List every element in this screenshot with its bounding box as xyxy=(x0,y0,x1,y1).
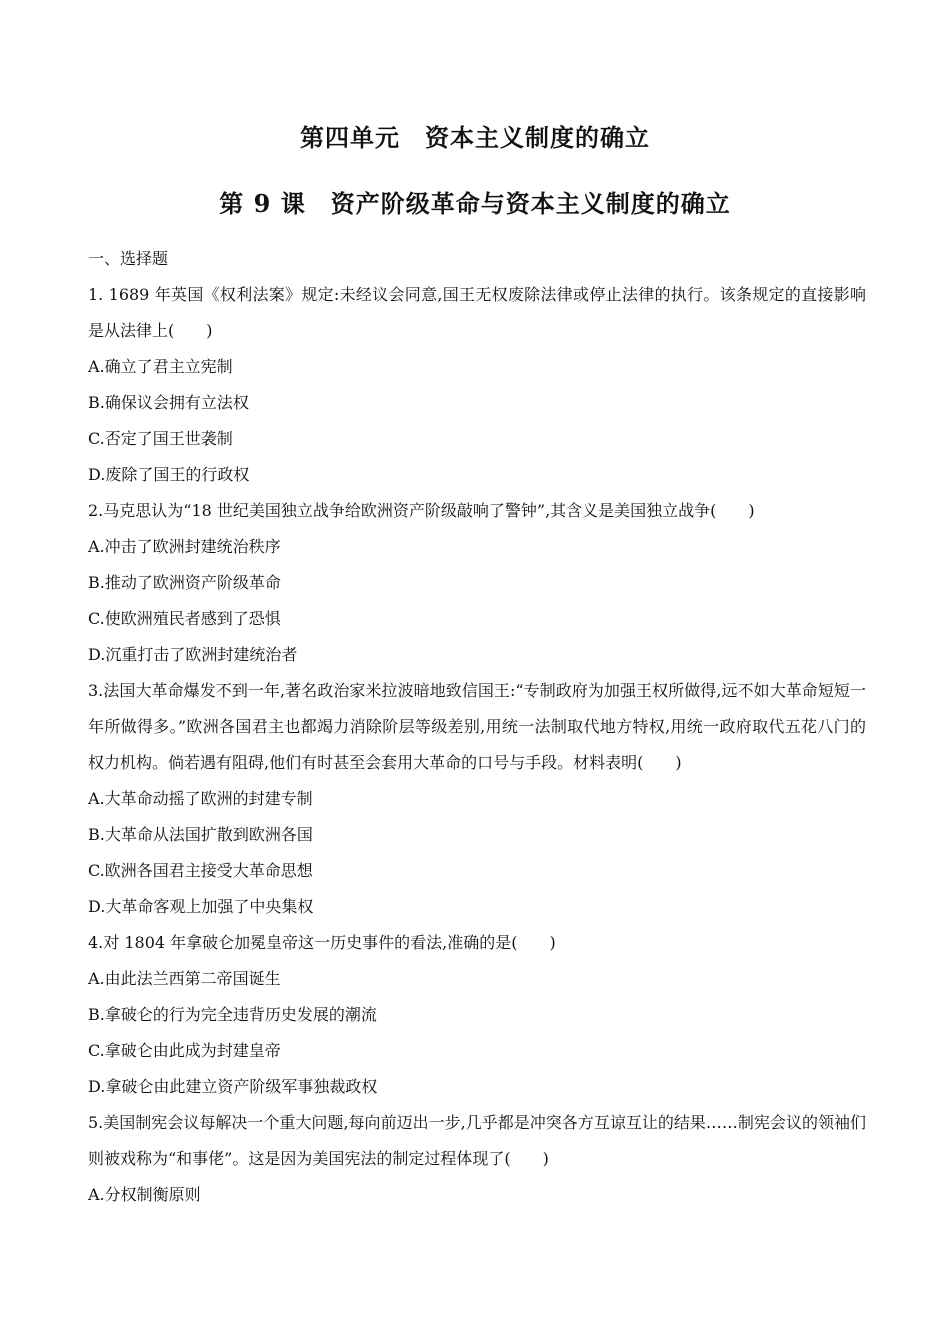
question-2-option-d: D.沉重打击了欧洲封建统治者 xyxy=(88,645,298,664)
question-2-option-b: B.推动了欧洲资产阶级革命 xyxy=(88,573,281,592)
question-3-option-a: A.大革命动摇了欧洲的封建专制 xyxy=(88,789,313,808)
question-4-stem: 4.对 1804 年拿破仑加冕皇帝这一历史事件的看法,准确的是( ) xyxy=(88,933,556,952)
unit-title: 第四单元 资本主义制度的确立 xyxy=(300,123,650,152)
lesson-title: 第 9 课 资产阶级革命与资本主义制度的确立 xyxy=(219,189,731,218)
question-1-option-c: C.否定了国王世袭制 xyxy=(88,429,233,448)
question-4-option-a: A.由此法兰西第二帝国诞生 xyxy=(88,969,281,988)
question-1-option-b: B.确保议会拥有立法权 xyxy=(88,393,249,412)
question-4-option-b: B.拿破仑的行为完全违背历史发展的潮流 xyxy=(88,1005,377,1024)
question-2-option-c: C.使欧洲殖民者感到了恐惧 xyxy=(88,609,281,628)
question-1-stem: 1. 1689 年英国《权利法案》规定:未经议会同意,国王无权废除法律或停止法律的执行。该条规定的直接影响是从法律上( ) xyxy=(88,285,866,340)
section-heading: 一、选择题 xyxy=(88,249,169,268)
question-5-option-a: A.分权制衡原则 xyxy=(88,1185,201,1204)
question-4-option-c: C.拿破仑由此成为封建皇帝 xyxy=(88,1041,281,1060)
question-2-stem: 2.马克思认为“18 世纪美国独立战争给欧洲资产阶级敲响了警钟”,其含义是美国独立战争( ) xyxy=(88,501,755,520)
question-1-option-d: D.废除了国王的行政权 xyxy=(88,465,250,484)
question-3-stem: 3.法国大革命爆发不到一年,著名政治家米拉波暗地致信国王:“专制政府为加强王权所做得,远不如大革命短短一年所做得多。”欧洲各国君主也都竭力消除阶层等级差别,用统一法制取代地方特权,用统一政府取代五花八门的权力机构。倘若遇有阻碍,他们有时甚至会套用大革命的口号与手段。材料表明( ) xyxy=(88,681,866,772)
question-3-option-d: D.大革命客观上加强了中央集权 xyxy=(88,897,314,916)
question-5-stem: 5.美国制宪会议每解决一个重大问题,每向前迈出一步,几乎都是冲突各方互谅互让的结果……制宪会议的领袖们则被戏称为“和事佬”。这是因为美国宪法的制定过程体现了( ) xyxy=(88,1113,866,1168)
question-3-option-b: B.大革命从法国扩散到欧洲各国 xyxy=(88,825,313,844)
question-body xyxy=(88,241,866,1213)
question-3-option-c: C.欧洲各国君主接受大革命思想 xyxy=(88,861,313,880)
question-4-option-d: D.拿破仑由此建立资产阶级军事独裁政权 xyxy=(88,1077,378,1096)
question-2-option-a: A.冲击了欧洲封建统治秩序 xyxy=(88,537,281,556)
question-1-option-a: A.确立了君主立宪制 xyxy=(88,357,233,376)
